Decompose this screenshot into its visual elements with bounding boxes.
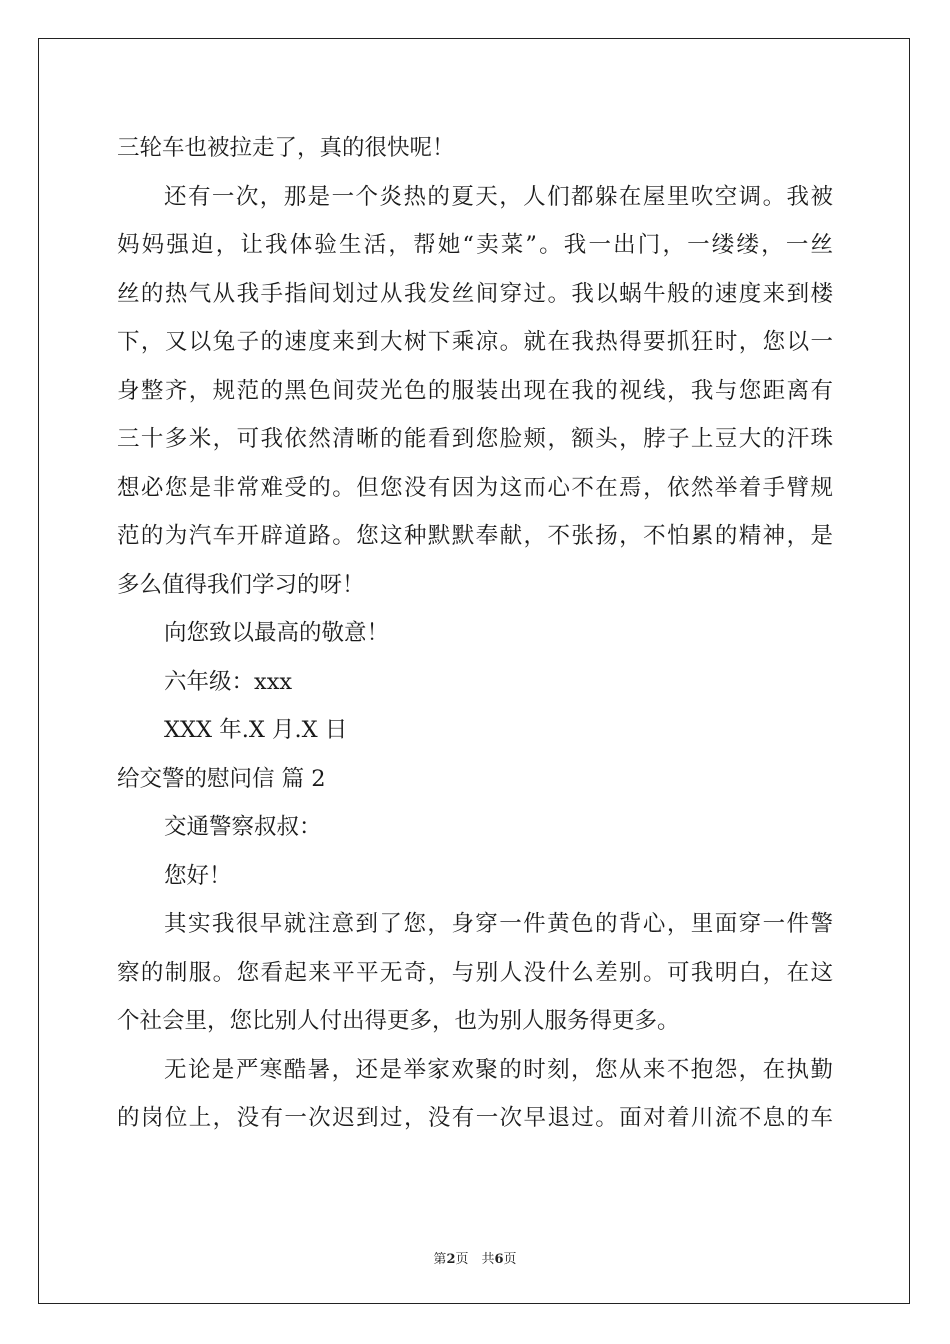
text-line: 范的为汽车开辟道路。您这种默默奉献，不张扬，不怕累的精神，是 bbox=[117, 523, 833, 549]
total-page-count: 6 bbox=[494, 1252, 504, 1267]
text-line: 的岗位上，没有一次迟到过，没有一次早退过。面对着川流不息的车 bbox=[117, 1105, 833, 1131]
text-line: 三轮车也被拉走了，真的很快呢！ bbox=[117, 135, 455, 161]
paragraph-start-line: 其实我很早就注意到了您，身穿一件黄色的背心，里面穿一件警 bbox=[164, 911, 833, 937]
salutation: 交通警察叔叔： bbox=[164, 814, 322, 840]
section-heading: 给交警的慰问信 篇 2 bbox=[117, 765, 326, 792]
text-line: 身整齐，规范的黑色间荧光色的服装出现在我的视线，我与您距离有 bbox=[117, 377, 833, 404]
text-line: 三十多米，可我依然清晰的能看到您脸颊，额头，脖子上豆大的汗珠 bbox=[117, 426, 833, 452]
page-footer bbox=[0, 1248, 950, 1267]
footer-mid: 页 共 bbox=[455, 1252, 495, 1267]
text-line: 想必您是非常难受的。但您没有因为这而心不在焉，依然举着手臂规 bbox=[117, 474, 833, 501]
text-line: 丝的热气从我手指间划过从我发丝间穿过。我以蜗牛般的速度来到楼 bbox=[117, 280, 833, 307]
date-line: XXX 年.X 月.X 日 bbox=[164, 717, 348, 743]
paragraph-start-line: 无论是严寒酷暑，还是举家欢聚的时刻，您从来不抱怨，在执勤 bbox=[164, 1056, 833, 1083]
current-page-number: 2 bbox=[446, 1252, 456, 1267]
text-line: 察的制服。您看起来平平无奇，与别人没什么差别。可我明白，在这 bbox=[117, 959, 833, 986]
signature-line: 六年级：xxx bbox=[164, 668, 293, 695]
closing-salute: 向您致以最高的敬意！ bbox=[164, 620, 390, 646]
text-line: 多么值得我们学习的呀！ bbox=[117, 571, 365, 598]
document-body bbox=[117, 124, 833, 1143]
text-line: 下，又以兔子的速度来到大树下乘凉。就在我热得要抓狂时，您以一 bbox=[117, 329, 833, 355]
greeting: 您好！ bbox=[164, 862, 232, 889]
paragraph-start-line: 还有一次，那是一个炎热的夏天，人们都躲在屋里吹空调。我被 bbox=[164, 183, 833, 210]
text-line: 妈妈强迫，让我体验生活，帮她“卖菜”。我一出门，一缕缕，一丝 bbox=[117, 232, 833, 258]
footer-prefix: 第 bbox=[433, 1252, 447, 1267]
footer-suffix: 页 bbox=[503, 1252, 517, 1267]
text-line: 个社会里，您比别人付出得更多，也为别人服务得更多。 bbox=[117, 1008, 680, 1034]
